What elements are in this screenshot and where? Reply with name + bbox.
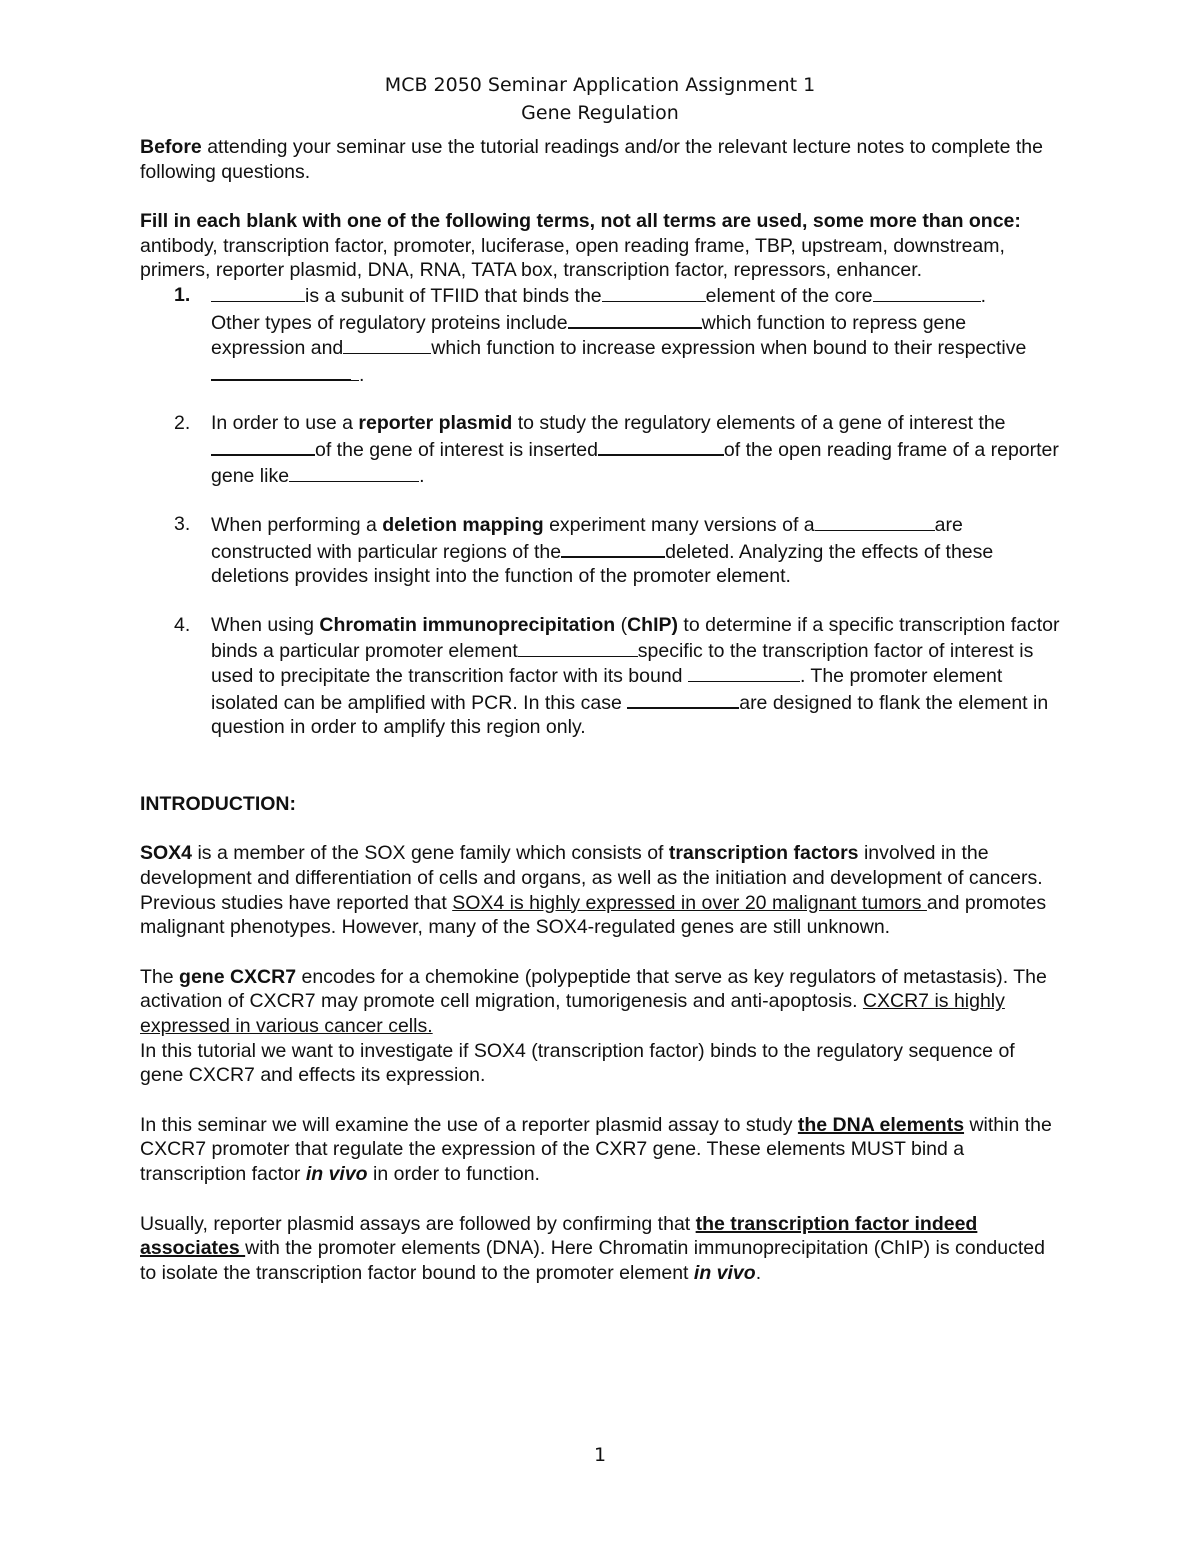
paragraph-text: with the promoter elements (DNA). Here Chromatin immunoprecipitation (ChIP) is conducted to isolate the transcription factor bound to the promoter element	[140, 1237, 1045, 1284]
question-keyword: reporter plasmid	[358, 412, 513, 435]
question-number: 3.	[174, 513, 191, 536]
question-text: . The promoter element isolated can be amplified with PCR. In this case	[211, 665, 1003, 714]
paragraph-text: .	[755, 1261, 762, 1284]
question-text: specific to the transcription factor of interest is used to precipitate the transcrition factor with its bound	[211, 639, 1034, 688]
question-text: to determine if a specific transcription factor binds a particular promoter element	[211, 613, 1060, 662]
question-text: deleted. Analyzing the effects of these deletions provides insight into the function of the promoter element.	[211, 540, 994, 588]
introduction-paragraph-sox4	[140, 841, 1060, 939]
introduction-heading-text: INTRODUCTION:	[140, 792, 296, 815]
question-text: are constructed with particular regions of the	[211, 514, 963, 563]
question-number: 4.	[174, 613, 191, 636]
term-list: antibody, transcription factor, promoter, luciferase, open reading frame, TBP, upstream, downstream, primers, reporter plasmid, DNA, RNA, TATA box, transcription factor, repressors, enhancer.	[140, 234, 1005, 282]
underlined-text: CXCR7 is highly expressed in various cancer cells.	[140, 990, 1005, 1038]
question-text: experiment many versions of a	[543, 514, 815, 537]
question-keyword: ChIP)	[627, 613, 679, 636]
keyword-gene-cxcr7: gene CXCR7	[179, 965, 297, 988]
question-list	[140, 283, 1060, 740]
question-text: When performing a	[211, 514, 383, 537]
paragraph-text: Usually, reporter plasmid assays are followed by confirming that	[140, 1212, 696, 1235]
paragraph-text: involved in the development and differentiation of cells and organs, as well as the initiation and development of cancers. Previous studies have reported that	[140, 842, 1043, 914]
before-text: attending your seminar use the tutorial readings and/or the relevant lecture notes to complete the following questions.	[140, 136, 1043, 183]
question-text: which function to repress gene expression and	[211, 311, 967, 360]
question-text: .	[359, 363, 365, 386]
question-keyword: deletion mapping	[382, 514, 544, 537]
question-text: of the gene of interest is inserted	[315, 438, 598, 461]
answer-blank[interactable]	[211, 436, 315, 456]
paragraph-text: The	[140, 965, 180, 988]
answer-blank[interactable]	[351, 362, 359, 381]
question-keyword: Chromatin immunoprecipitation	[319, 613, 616, 636]
introduction-paragraph-chip	[140, 1212, 1060, 1286]
keyword-transcription-factors: transcription factors	[668, 842, 859, 865]
paragraph-text: and promotes malignant phenotypes. However, many of the SOX4-regulated genes are still unknown.	[140, 891, 1047, 939]
answer-blank[interactable]	[211, 361, 351, 381]
document-subtitle: Gene Regulation	[521, 102, 679, 124]
question-1	[140, 283, 1060, 387]
bold-italic-text: in vivo	[693, 1261, 756, 1284]
answer-blank[interactable]	[873, 283, 981, 302]
answer-blank[interactable]	[518, 638, 638, 657]
fill-instruction-bold: Fill in each blank with one of the following terms, not all terms are used, some more than once:	[140, 210, 1021, 233]
question-text: of the open reading frame of a reporter gene like	[211, 438, 1059, 487]
question-text: .	[980, 284, 986, 307]
answer-blank[interactable]	[289, 463, 419, 482]
document-body	[140, 135, 1060, 1285]
question-text: is a subunit of TFIID that binds the	[305, 284, 602, 307]
paragraph-text: is a member of the SOX gene family which consists of	[192, 842, 669, 865]
document-title: MCB 2050 Seminar Application Assignment 1	[384, 74, 816, 96]
answer-blank[interactable]	[598, 436, 724, 456]
question-text: are designed to flank the element in question in order to amplify this region only.	[211, 691, 1049, 739]
answer-blank[interactable]	[815, 512, 935, 531]
answer-blank[interactable]	[561, 538, 665, 558]
question-number: 1.	[174, 283, 191, 306]
question-text: In order to use a	[211, 412, 359, 435]
paragraph-text: within the CXCR7 promoter that regulate the expression of the CXR7 gene. These elements MUST bind a transcription factor	[140, 1113, 1052, 1185]
keyword-sox4: SOX4	[140, 842, 193, 865]
question-text: Other types of regulatory proteins include	[211, 311, 568, 334]
question-text: which function to increase expression when bound to their respective	[431, 337, 1027, 360]
question-2	[140, 411, 1060, 488]
introduction-heading	[140, 792, 1060, 817]
underlined-text: SOX4 is highly expressed in over 20 malignant tumors	[452, 891, 927, 914]
paragraph-text: In this tutorial we want to investigate if SOX4 (transcription factor) binds to the regulatory sequence of gene CXCR7 and effects its expression.	[140, 1039, 1015, 1087]
answer-blank[interactable]	[568, 309, 702, 329]
question-text: .	[419, 464, 425, 487]
page-number: 1	[593, 1444, 607, 1466]
before-bold: Before	[140, 136, 202, 158]
paragraph-text: In this seminar we will examine the use of a reporter plasmid assay to study	[140, 1113, 798, 1136]
underlined-bold-text: the DNA elements	[797, 1113, 965, 1136]
answer-blank[interactable]	[688, 663, 800, 682]
question-text: element of the core	[705, 284, 873, 307]
answer-blank[interactable]	[602, 283, 706, 302]
question-3	[140, 512, 1060, 589]
question-4	[140, 613, 1060, 740]
paragraph-text: encodes for a chemokine (polypeptide that serve as key regulators of metastasis). The activation of CXCR7 may promote cell migration, tumorigenesis and anti-apoptosis.	[140, 965, 1047, 1013]
fill-instructions	[140, 209, 1060, 283]
underlined-bold-text: the transcription factor indeed associates	[140, 1212, 978, 1260]
answer-blank[interactable]	[211, 283, 305, 302]
bold-italic-text: in vivo	[305, 1163, 368, 1185]
question-text: to study the regulatory elements of a gene of interest the	[512, 412, 1006, 435]
answer-blank[interactable]	[343, 335, 431, 354]
question-number: 2.	[174, 412, 191, 435]
introduction-paragraph-cxcr7	[140, 965, 1060, 1088]
before-instructions	[140, 135, 1060, 184]
paragraph-text: in order to function.	[367, 1163, 540, 1185]
question-text: (	[615, 613, 628, 636]
answer-blank[interactable]	[627, 689, 739, 709]
question-text: When using	[211, 613, 320, 636]
introduction-paragraph-seminar	[140, 1113, 1060, 1187]
